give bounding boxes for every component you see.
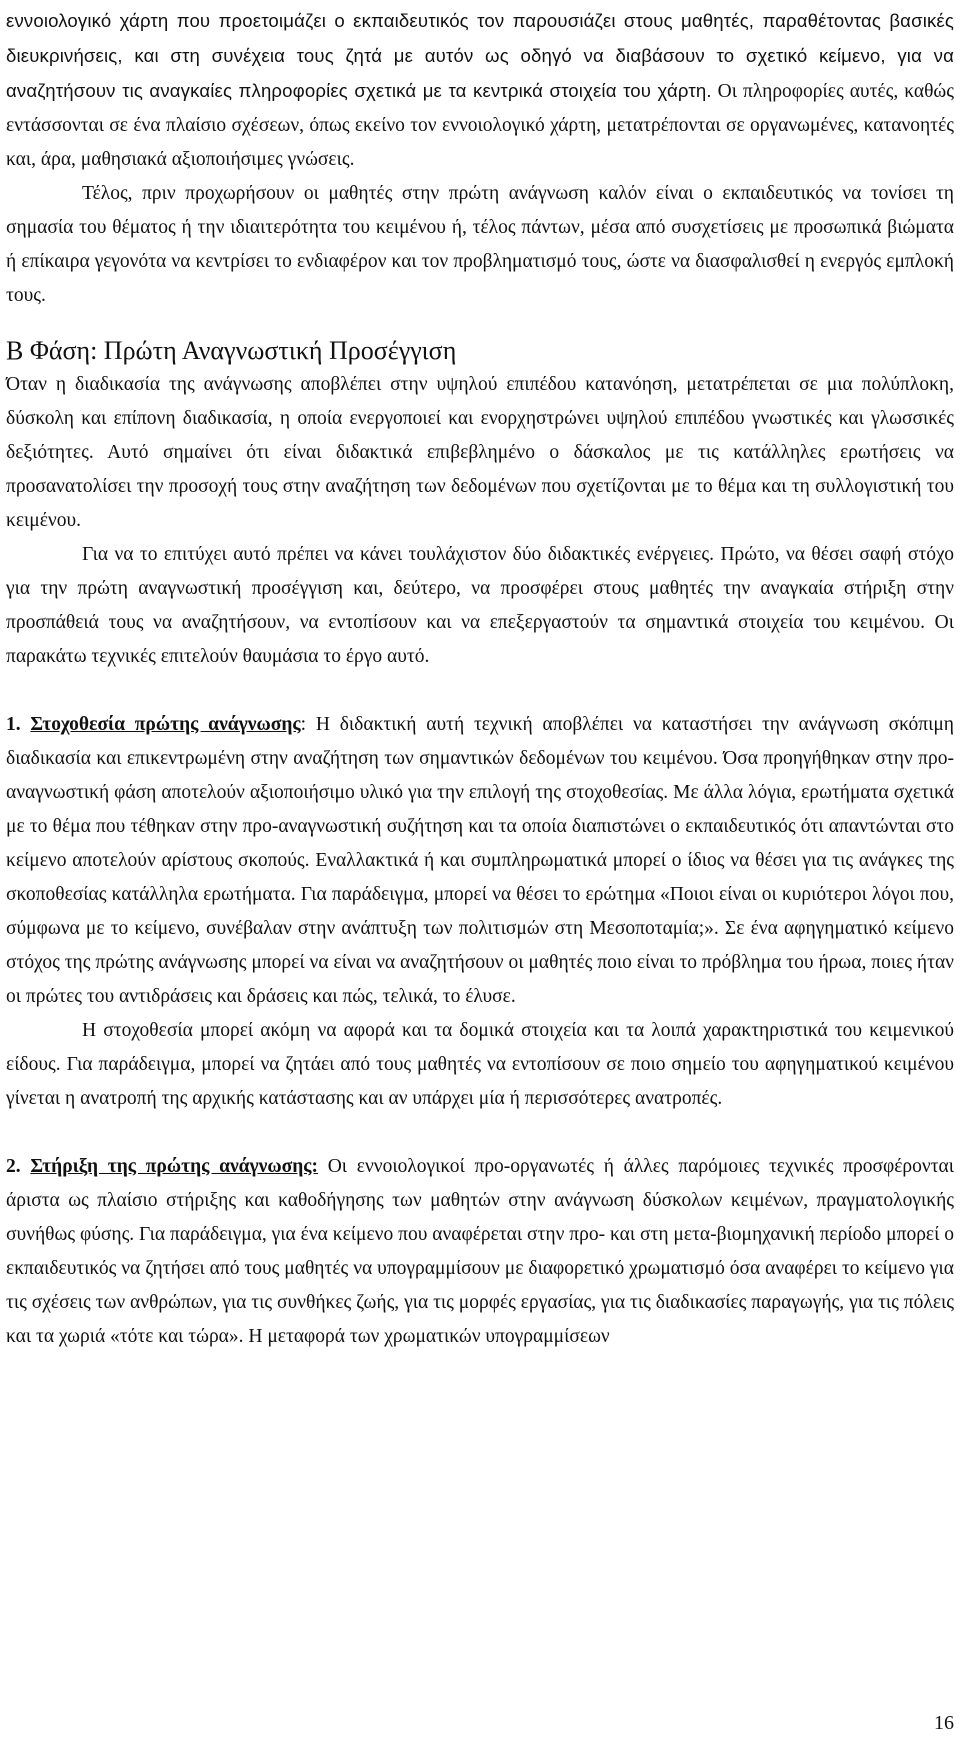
numbered-item <box>6 708 954 1014</box>
item-text: Οι εννοιολογικοί προ-οργανωτές ή άλλες παρόμοιες τεχνικές προσφέρονται άριστα ως πλαίσιο στήριξης και καθοδήγησης των μαθητών στην ανάγνωση δύσκολων κειμένων, πραγματολογικής συνήθως φύσης. Για παράδειγμα, για ένα κείμενο που αναφέρεται στην προ- και στη μετα-βιομηχανική περίοδο μπορεί ο εκπαιδευτικός να ζητήσει από τους μαθητές να υπογραμμίσουν με διαφορετικό χρωματισμό όσα αναφέρει το κείμενο για τις σχέσεις των ανθρώπων, για τις συνθήκες ζωής, για τις μορφές εργασίας, για τις διαδικασίες παραγωγής, για τις πόλεις και τα χωριά «τότε και τώρα». Η μεταφορά των χρωματικών υπογραμμίσεων <box>6 1156 954 1347</box>
item-title: Στήριξη της πρώτης ανάγνωσης: <box>30 1156 319 1177</box>
item-title: Στοχοθεσία πρώτης ανάγνωσης <box>30 714 301 735</box>
paragraph: Όταν η διαδικασία της ανάγνωσης αποβλέπει στην υψηλού επιπέδου κατανόηση, μετατρέπεται σε μια πολύπλοκη, δύσκολη και επίπονη διαδικασία, η οποία ενεργοποιεί και ενορχηστρώνει υψηλού επιπέδου γνωστικές και γλωσσικές δεξιότητες. Αυτό σημαίνει ότι είναι διδακτικά επιβεβλημένο ο δάσκαλος με τις κατάλληλες ερωτήσεις να προσανατολίσει την προσοχή τους στην αναζήτηση των δεδομένων που σχετίζονται με το θέμα και τη συλλογιστική του κειμένου. <box>6 374 954 531</box>
paragraph: Η στοχοθεσία μπορεί ακόμη να αφορά και τα δομικά στοιχεία και τα λοιπά χαρακτηριστικά του κειμενικού είδους. Για παράδειγμα, μπορεί να ζητάει από τους μαθητές να εντοπίσουν σε ποιο σημείο του αφηγηματικού κειμένου γίνεται η ανατροπή της αρχικής κατάστασης και αν υπάρχει μία ή περισσότερες ανατροπές. <box>6 1020 954 1109</box>
paragraph: Για να το επιτύχει αυτό πρέπει να κάνει τουλάχιστον δύο διδακτικές ενέργειες. Πρώτο, να θέσει σαφή στόχο για την πρώτη αναγνωστική προσέγγιση και, δεύτερο, να προσφέρει στους μαθητές την αναγκαία στήριξη στην προσπάθειά τους να αναζητήσουν, να εντοπίσουν και να επεξεργαστούν τα σημαντικά στοιχεία του κειμένου. Οι παρακάτω τεχνικές επιτελούν θαυμάσια το έργο αυτό. <box>6 544 954 667</box>
item-text: : Η διδακτική αυτή τεχνική αποβλέπει να καταστήσει την ανάγνωση σκόπιμη διαδικασία και επικεντρωμένη στην αναζήτηση των σημαντικών δεδομένων του κειμένου. Όσα προηγήθηκαν στην προ-αναγνωστική φάση αποτελούν αξιοποιήσιμο υλικό για την επιλογή της στοχοθεσίας. Με άλλα λόγια, ερωτήματα σχετικά με το θέμα που τέθηκαν στην προ-αναγνωστική συζήτηση και τα οποία διαπιστώνει ο εκπαιδευτικός ότι απαντώνται στο κείμενο αποτελούν αρίστους σκοπούς. Εναλλακτικά ή και συμπληρωματικά μπορεί ο ίδιος να θέσει για τις ανάγκες της σκοποθεσίας κατάλληλα ερωτήματα. Για παράδειγμα, μπορεί να θέσει το ερώτημα «Ποιοι είναι οι κυριότεροι λόγοι που, σύμφωνα με το κείμενο, συνέβαλαν στην ανάπτυξη των πολιτισμών στη Μεσοποταμία;». Σε ένα αφηγηματικό κείμενο στόχος της πρώτης ανάγνωσης μπορεί να είναι να αναζητήσουν οι μαθητές ποιο είναι το πρόβλημα του ήρωα, ποιες ήταν οι πρώτες του αντιδράσεις και δράσεις και πώς, τελικά, το έλυσε. <box>6 714 955 1007</box>
text-sans: εννοιολογικό χάρτη που προετοιμάζει ο εκπαιδευτικός τον παρουσιάζει στους μαθητές, παραθέτοντας βασικές διευκρινήσεις, και στη συνέχεια τους ζητά με αυτόν ως οδηγό να διαβάσουν το σχετικό κείμενο, για να αναζητήσουν τις αναγκαίες πληροφορίες σχετικά με τα κεντρικά στοιχεία του χάρτη. <box>6 10 954 101</box>
paragraph <box>6 4 954 177</box>
section-heading: Β Φάση: Πρώτη Αναγνωστική Προσέγγιση <box>6 336 457 365</box>
item-number: 2. <box>6 1156 21 1177</box>
text: Οι πληροφορίες αυτές, καθώς εντάσσονται σε ένα πλαίσιο σχέσεων, όπως εκείνο τον εννοιολογικό χάρτη, μετατρέπονται σε οργανωμένες, κατανοητές και, άρα, μαθησιακά αξιοποιήσιμες γνώσεις. <box>6 81 954 170</box>
document-page <box>6 4 954 1354</box>
item-number: 1. <box>6 714 21 735</box>
page-number: 16 <box>934 1712 954 1734</box>
paragraph: Τέλος, πριν προχωρήσουν οι μαθητές στην πρώτη ανάγνωση καλόν είναι ο εκπαιδευτικός να τονίσει τη σημασία του θέματος ή την ιδιαιτερότητα του κειμένου ή, τέλος πάντων, μέσα από συσχετίσεις με προσωπικά βιώματα ή επίκαιρα γεγονότα να κεντρίσει το ενδιαφέρον και τον προβληματισμό τους, ώστε να διασφαλισθεί η ενεργός εμπλοκή τους. <box>6 183 954 306</box>
numbered-item <box>6 1150 954 1354</box>
